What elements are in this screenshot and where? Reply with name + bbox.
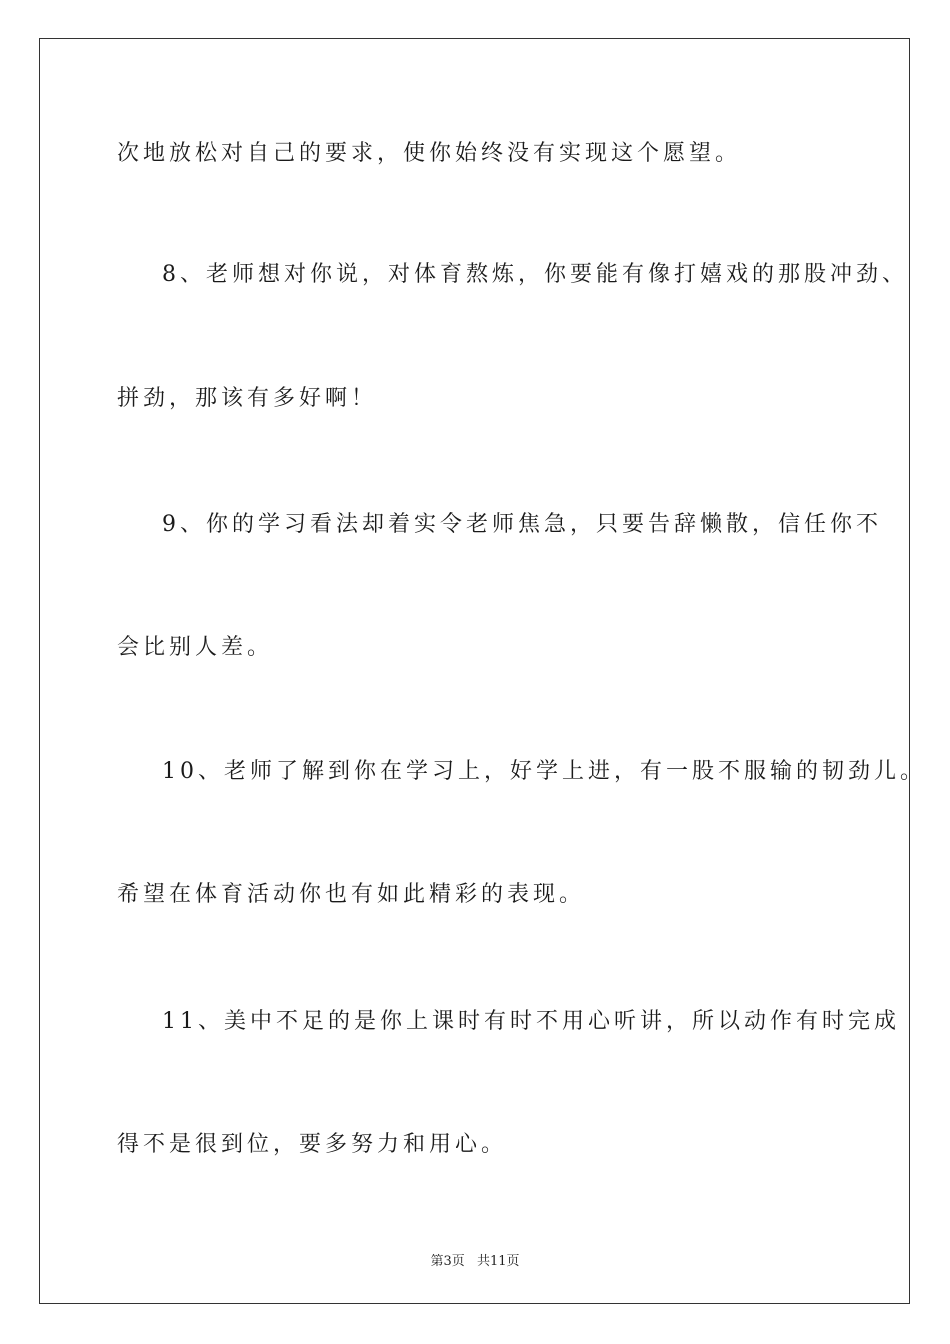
page-footer: [0, 1250, 950, 1269]
text-line-item-10: 10、老师了解到你在学习上，好学上进，有一股不服输的韧劲儿。: [162, 759, 926, 784]
page-border: [39, 38, 910, 1304]
text-line-item-11: 11、美中不足的是你上课时有时不用心听讲，所以动作有时完成: [162, 1009, 900, 1034]
text-line-continuation: 次地放松对自己的要求，使你始终没有实现这个愿望。: [117, 141, 742, 166]
page-total: 共11页: [476, 1254, 520, 1269]
text-line-item-9-cont: 会比别人差。: [117, 635, 274, 660]
text-line-item-8-cont: 拼劲，那该有多好啊！: [117, 386, 378, 411]
text-line-item-9: 9、你的学习看法却着实令老师焦急，只要告辞懒散，信任你不: [162, 512, 882, 537]
text-line-item-8: 8、老师想对你说，对体育熬炼，你要能有像打嬉戏的那股冲劲、: [162, 262, 908, 287]
text-line-item-10-cont: 希望在体育活动你也有如此精彩的表现。: [117, 882, 586, 907]
page-number: 第3页: [430, 1254, 465, 1269]
text-line-item-11-cont: 得不是很到位，要多努力和用心。: [117, 1132, 508, 1157]
